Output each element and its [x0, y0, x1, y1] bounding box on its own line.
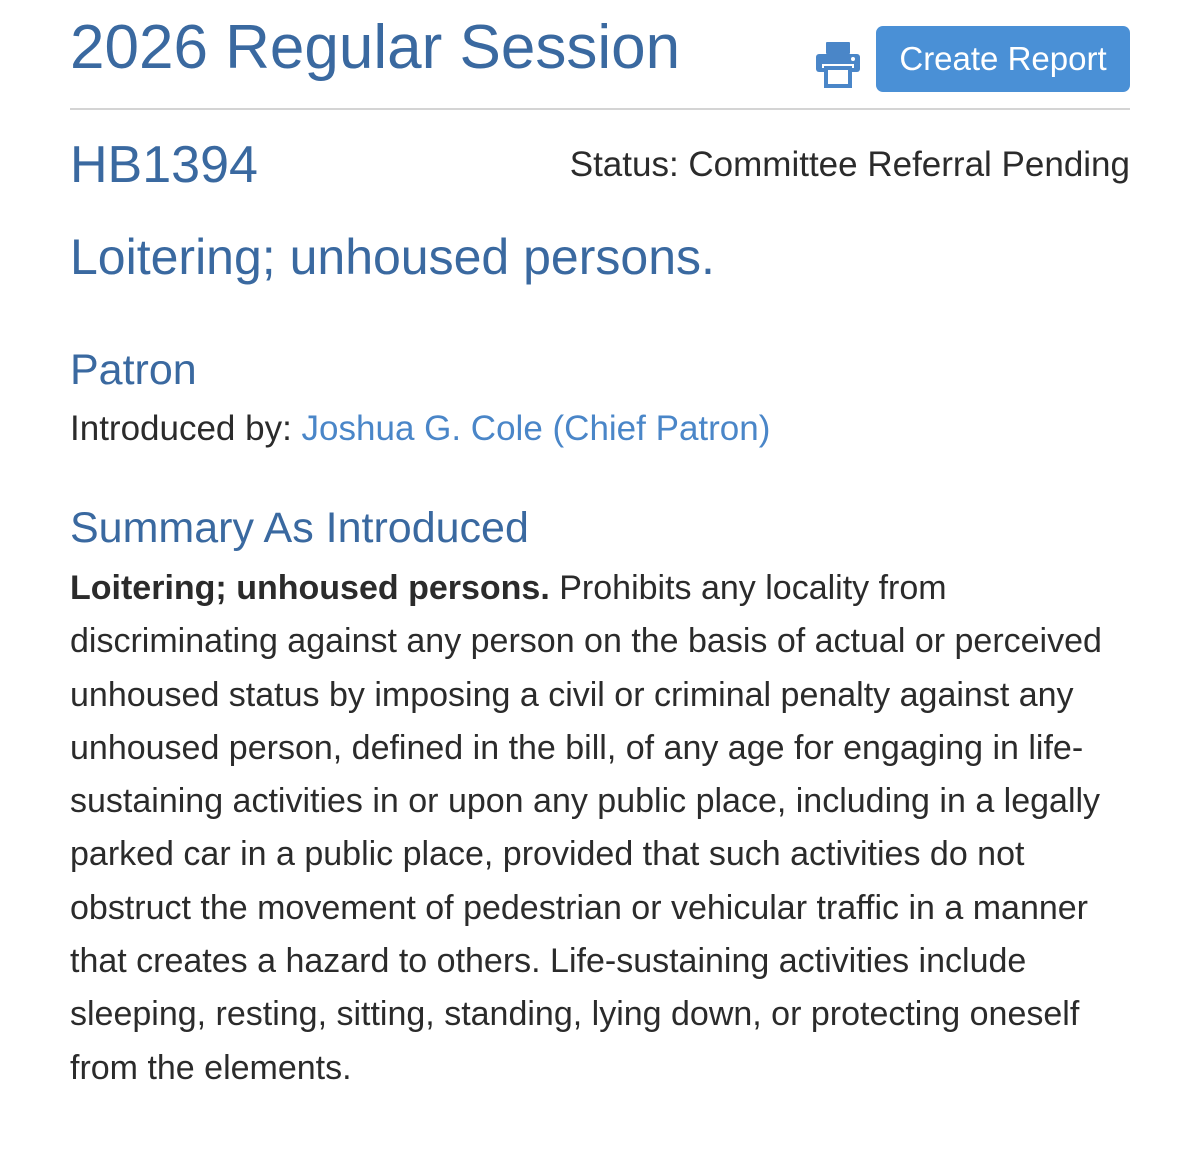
- summary-lead: Loitering; unhoused persons.: [70, 569, 550, 607]
- chief-patron-link[interactable]: Joshua G. Cole (Chief Patron): [301, 409, 771, 448]
- session-title: 2026 Regular Session: [70, 13, 681, 82]
- printer-icon[interactable]: [812, 40, 864, 88]
- patron-heading: Patron: [70, 346, 197, 394]
- introduced-by-label: Introduced by:: [70, 409, 292, 448]
- bill-number: HB1394: [70, 136, 258, 194]
- status-value: Committee Referral Pending: [688, 145, 1130, 184]
- summary-body: Prohibits any locality from discriminating against any person on the basis of actual or perceived unhoused status by imposing a civil or criminal penalty against any unhoused person, defined in the bill, of any age for engaging in life-sustaining activities in or upon any public place, including in a legally parked car in a public place, provided that such activities do not obstruct the movement of pedestrian or vehicular traffic in a manner that creates a hazard to others. Life-sustaining activities include sleeping, resting, sitting, standing, lying down, or protecting oneself from the elements.: [70, 569, 1102, 1087]
- summary-text: [70, 562, 1145, 1095]
- create-report-button[interactable]: Create Report: [876, 26, 1130, 92]
- status-label: Status:: [569, 145, 679, 184]
- bill-status: [570, 140, 1130, 190]
- summary-heading: Summary As Introduced: [70, 504, 529, 552]
- bill-title: Loitering; unhoused persons.: [70, 229, 715, 285]
- header-divider: [70, 108, 1130, 110]
- introduced-by-line: [70, 404, 770, 454]
